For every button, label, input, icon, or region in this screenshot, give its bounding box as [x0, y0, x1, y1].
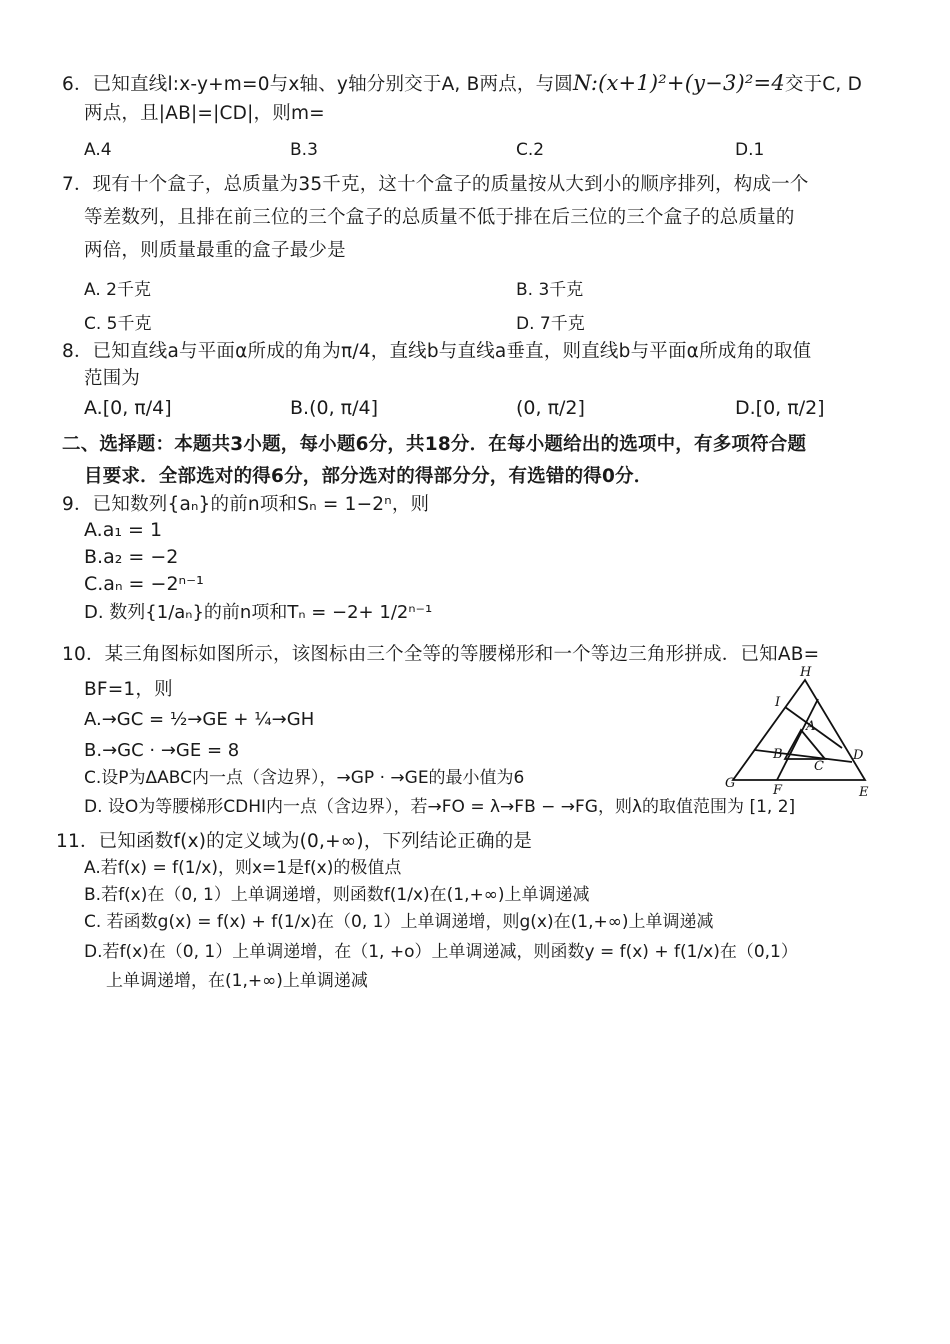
- q8-option-a: A.[0, π/4]: [84, 397, 172, 419]
- label-g: G: [725, 776, 736, 791]
- label-c: C: [814, 759, 824, 774]
- segment-b-d: [755, 750, 852, 762]
- q7-line1: 7．现有十个盒子，总质量为35千克，这十个盒子的质量按从大到小的顺序排列，构成一个: [62, 174, 809, 195]
- q6-text: 6．已知直线l:x-y+m=0与x轴、y轴分别交于A, B两点，与圆: [62, 74, 573, 95]
- q10-option-c: C.设P为ΔABC内一点（含边界），→GP · →GE的最小值为6: [84, 768, 525, 788]
- q9-option-c: C.aₙ = −2ⁿ⁻¹: [84, 573, 204, 595]
- q10-line2: BF=1，则: [84, 679, 173, 700]
- q7-option-d: D. 7千克: [516, 314, 585, 334]
- q7-line3: 两倍，则质量最重的盒子最少是: [84, 240, 346, 261]
- q8-option-c: (0, π/2]: [516, 397, 585, 419]
- label-i: I: [775, 695, 781, 710]
- q6-line2: 两点，且|AB|=|CD|，则m=: [84, 103, 325, 124]
- q7-option-b: B. 3千克: [516, 280, 584, 300]
- label-e: E: [859, 785, 869, 800]
- q7-option-a: A. 2千克: [84, 280, 151, 300]
- q11-option-d: D.若f(x)在（0, 1）上单调递增，在（1, +o）上单调递减，则函数y = f(x) + f(1/x)在（0,1）: [84, 942, 798, 962]
- label-h: H: [800, 665, 812, 680]
- q11-option-a: A.若f(x) = f(1/x)，则x=1是f(x)的极值点: [84, 858, 402, 878]
- q11-line1: 11．已知函数f(x)的定义域为(0,+∞)，下列结论正确的是: [56, 831, 533, 852]
- label-d: D: [853, 748, 864, 763]
- q6-text-end: 交于C, D: [784, 74, 863, 95]
- q9-option-b: B.a₂ = −2: [84, 546, 179, 568]
- outer-triangle: [733, 680, 865, 780]
- q6-option-c: C.2: [516, 140, 545, 160]
- q8-line2: 范围为: [84, 368, 141, 389]
- label-f: F: [773, 783, 783, 798]
- q6-line1: [62, 70, 862, 98]
- q7-line2: 等差数列，且排在前三位的三个盒子的总质量不低于排在后三位的三个盒子的总质量的: [84, 207, 795, 228]
- q6-option-d: D.1: [735, 140, 765, 160]
- q10-option-d: D. 设O为等腰梯形CDHI内一点（含边界），若→FO = λ→FB − →FG，则λ的取值范围为 [1, 2]: [84, 797, 796, 817]
- q6-option-a: A.4: [84, 140, 112, 160]
- q7-option-c: C. 5千克: [84, 314, 152, 334]
- q10-option-a: A.→GC = ½→GE + ¼→GH: [84, 709, 315, 730]
- q9-option-d: D. 数列{1/aₙ}的前n项和Tₙ = −2+ 1/2ⁿ⁻¹: [84, 602, 433, 623]
- section2-line1: 二、选择题：本题共3小题，每小题6分，共18分．在每小题给出的选项中，有多项符合题: [62, 434, 807, 455]
- q8-line1: 8．已知直线a与平面α所成的角为π/4，直线b与直线a垂直，则直线b与平面α所成角的取值: [62, 341, 812, 362]
- q8-option-b: B.(0, π/4]: [290, 397, 378, 419]
- q6-option-b: B.3: [290, 140, 318, 160]
- q11-option-b: B.若f(x)在（0, 1）上单调递增，则函数f(1/x)在(1,+∞)上单调递减: [84, 885, 590, 905]
- triangle-icon-figure: [725, 662, 910, 812]
- q11-option-d-cont: 上单调递增，在(1,+∞)上单调递减: [106, 971, 368, 991]
- q9-line1: 9．已知数列{aₙ}的前n项和Sₙ = 1−2ⁿ，则: [62, 494, 430, 515]
- q6-circle-equation: N:(x+1)²+(y−3)²=4: [573, 71, 785, 95]
- q10-line1: 10．某三角图标如图所示，该图标由三个全等的等腰梯形和一个等边三角形拼成．已知AB=: [62, 644, 820, 665]
- label-b: B: [773, 747, 783, 762]
- section2-line2: 目要求．全部选对的得6分，部分选对的得部分分，有选错的得0分．: [84, 466, 653, 487]
- q11-option-c: C. 若函数g(x) = f(x) + f(1/x)在（0, 1）上单调递增，则g(x)在(1,+∞)上单调递减: [84, 912, 714, 932]
- q8-option-d: D.[0, π/2]: [735, 397, 825, 419]
- q10-option-b: B.→GC · →GE = 8: [84, 740, 240, 761]
- q9-option-a: A.a₁ = 1: [84, 519, 163, 541]
- label-a: A: [806, 719, 816, 734]
